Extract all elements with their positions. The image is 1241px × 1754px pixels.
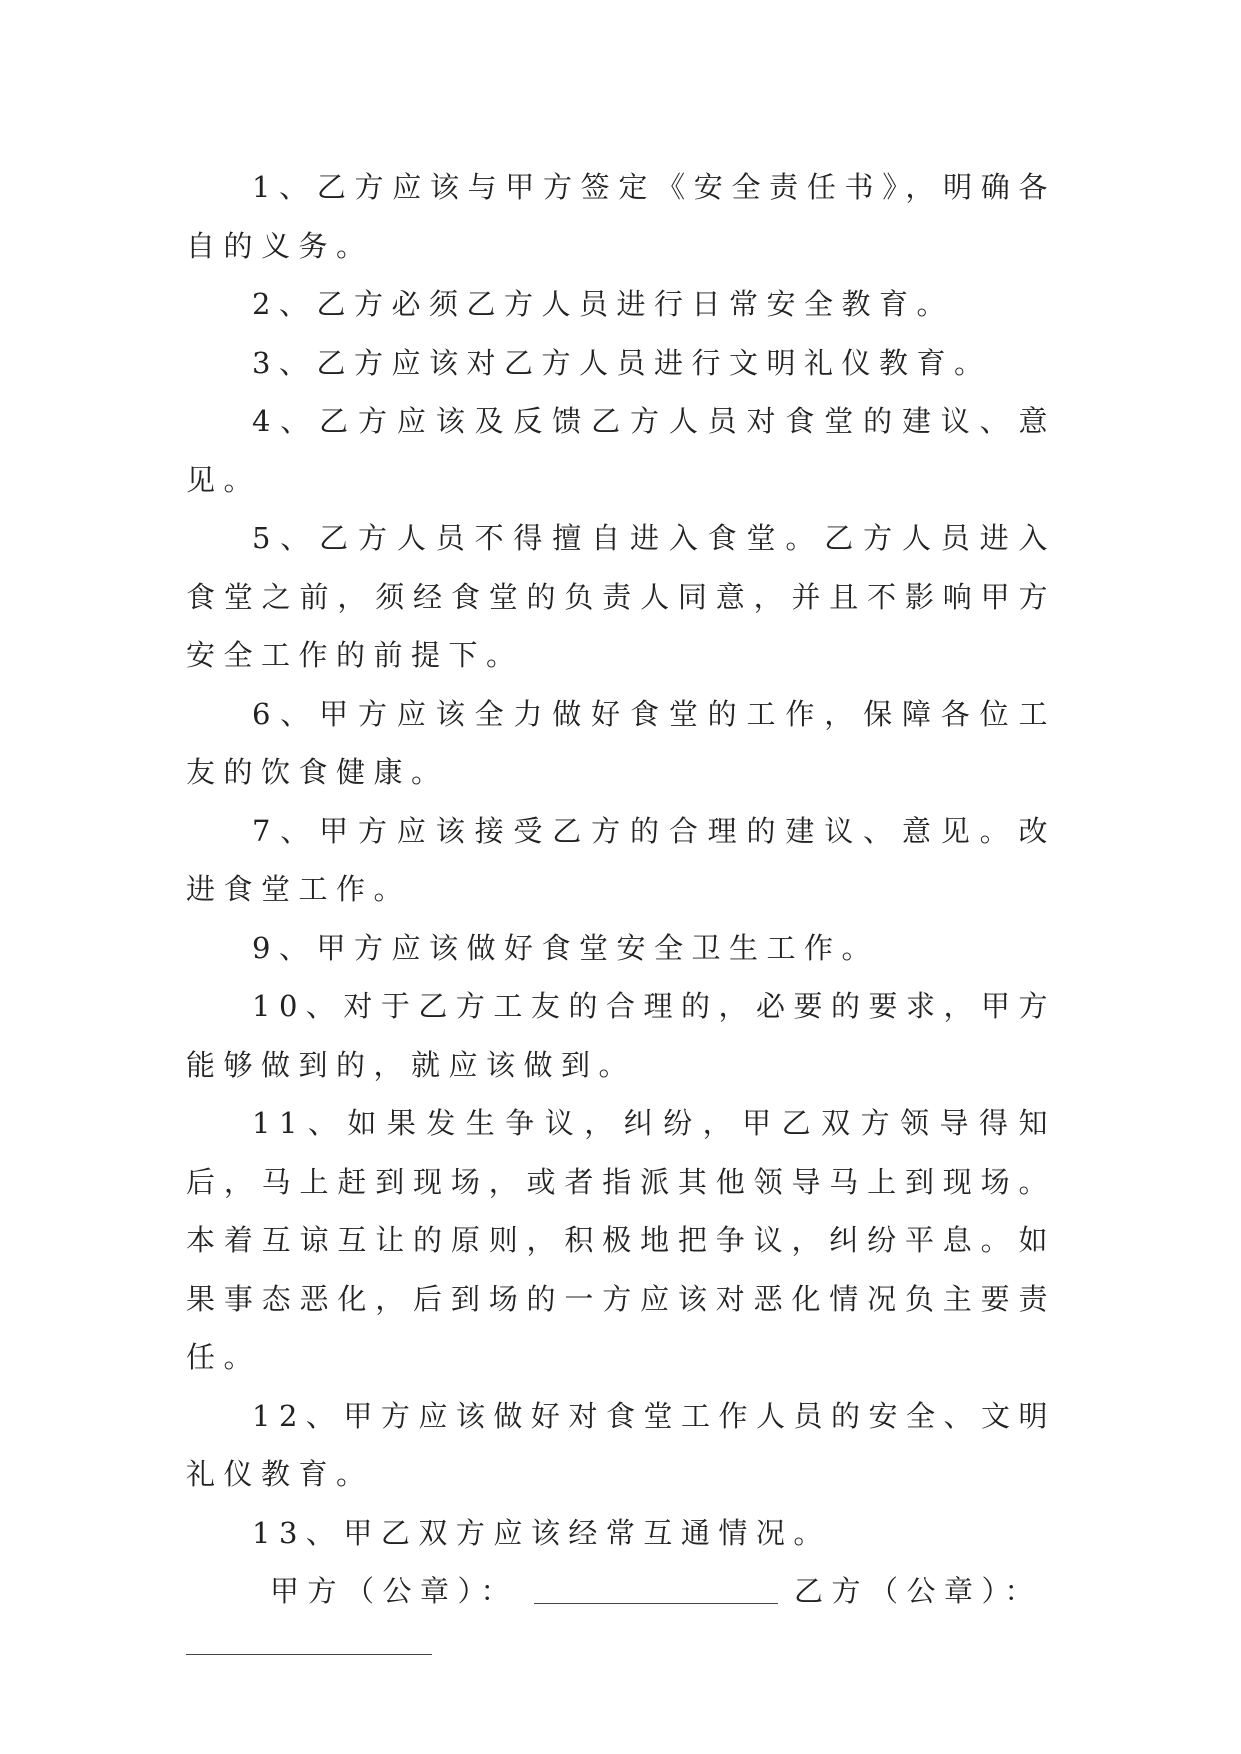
party-b-seal-label: 乙方（公章）： — [794, 1574, 1043, 1608]
clause-4: 4、乙方应该及反馈乙方人员对食堂的建议、意见。 — [186, 404, 1056, 497]
signature-line-continued — [186, 1621, 1056, 1680]
party-a-signature-blank — [534, 1602, 778, 1604]
clause-10: 10、对于乙方工友的合理的，必要的要求，甲方能够做到的，就应该做到。 — [186, 989, 1056, 1082]
clause-3: 3、乙方应该对乙方人员进行文明礼仪教育。 — [252, 345, 992, 380]
clause-5: 5、乙方人员不得擅自进入食堂。乙方人员进入食堂之前，须经食堂的负责人同意，并且不影响甲方安全工作的前提下。 — [186, 521, 1056, 672]
clause-12: 12、甲方应该做好对食堂工作人员的安全、文明礼仪教育。 — [186, 1398, 1056, 1491]
clause-6: 6、甲方应该全力做好食堂的工作，保障各位工友的饮食健康。 — [186, 696, 1056, 789]
clause-1: 1、乙方应该与甲方签定《安全责任书》，明确各自的义务。 — [186, 170, 1056, 263]
clause-11: 11、如果发生争议，纠纷，甲乙双方领导得知后，马上赶到现场，或者指派其他领导马上到现场。本着互谅互让的原则，积极地把争议，纠纷平息。如果事态恶化，后到场的一方应该对恶化情况负主要责任。 — [186, 1106, 1056, 1374]
clause-2: 2、乙方必须乙方人员进行日常安全教育。 — [252, 287, 954, 321]
clause-13: 13、甲乙双方应该经常互通情况。 — [252, 1515, 831, 1550]
party-b-signature-blank — [186, 1653, 432, 1655]
party-a-seal-label: 甲方（公章）： — [270, 1574, 519, 1608]
contract-clauses — [186, 158, 1056, 1679]
signature-line — [186, 1562, 1056, 1621]
clause-9: 9、甲方应该做好食堂安全卫生工作。 — [252, 930, 879, 965]
clause-7: 7、甲方应该接受乙方的合理的建议、意见。改进食堂工作。 — [186, 813, 1056, 906]
